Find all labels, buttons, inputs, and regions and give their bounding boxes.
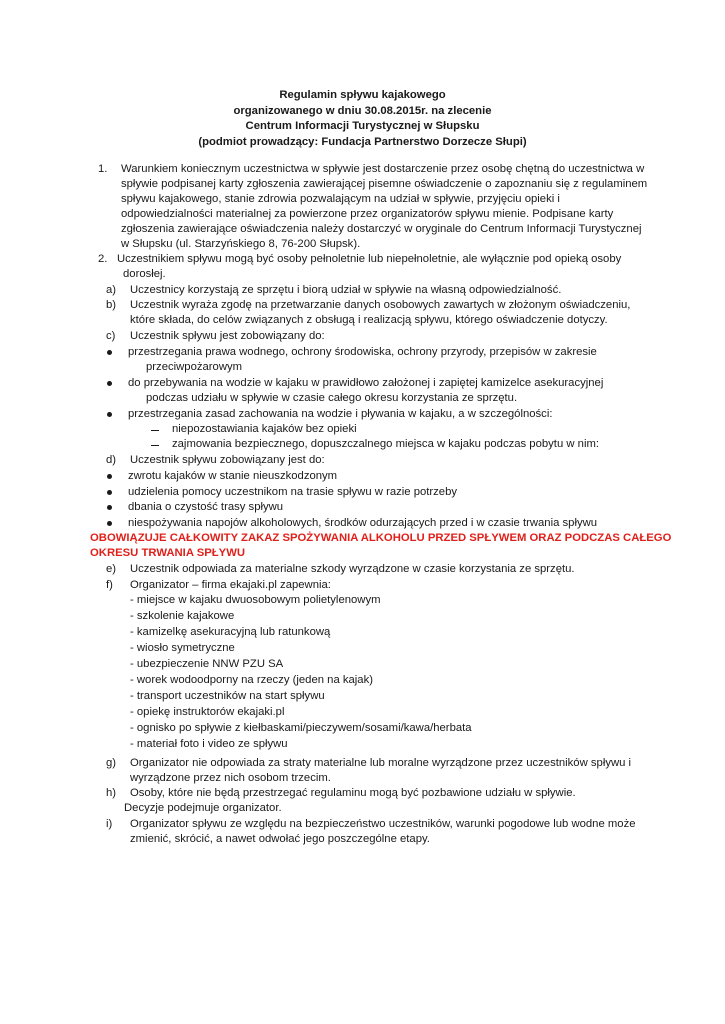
item-h-line: Decyzje podejmuje organizator. [124,802,282,814]
c-bullet-line: przeciwpożarowym [146,361,243,373]
item-b-line: które składa, do celów związanych z obsługą i realizacją spływu, którego oświadczenie dotyczy. [130,314,608,326]
item-f-marker: f) [106,579,113,591]
bullet-icon [107,490,112,495]
d-bullet-line: niespożywania napojów alkoholowych, środków odurzających przed i w czasie trwania spływu [128,517,598,529]
item-g-line: Organizator nie odpowiada za straty materialne lub moralne wyrządzone przez uczestników spływu i [130,757,632,769]
item-2-line: dorosłej. [123,268,166,280]
item-a-marker: a) [106,284,117,296]
item-h-marker: h) [106,787,117,799]
item-e-marker: e) [106,563,117,575]
item-b-marker: b) [106,299,117,311]
bullet-icon [107,474,112,479]
item-d-line: Uczestnik spływu zobowiązany jest do: [130,454,325,466]
dash-icon [151,445,159,446]
item-i-line: Organizator spływu ze względu na bezpieczeństwo uczestników, warunki pogodowe lub wodne może [130,818,636,830]
c-bullet-line: przestrzegania prawa wodnego, ochrony środowiska, ochrony przyrody, przepisów w zakresie [128,346,597,358]
item-2-line: Uczestnikiem spływu mogą być osoby pełnoletnie lub niepełnoletnie, ale wyłącznie pod opieką osoby [117,253,622,265]
c-bullet-line: podczas udziału w spływie w czasie całego okresu korzystania ze sprzętu. [146,392,518,404]
item-1-line: w Słupsku (ul. Starzyńskiego 8, 76-200 Słupsk). [121,238,361,250]
bullet-icon [107,381,112,386]
item-g-line: wyrządzone przez nich osobom trzecim. [130,772,331,784]
f-list-item: - miejsce w kajaku dwuosobowym polietylenowym [130,594,381,606]
title-line-1: Regulamin spływu kajakowego [279,89,446,101]
item-1-line: Warunkiem koniecznym uczestnictwa w spływie jest dostarczenie przez osobę chętną do uczestnictwa w [121,163,645,175]
f-list-item: - opiekę instruktorów ekajaki.pl [130,706,285,718]
item-c-line: Uczestnik spływu jest zobowiązany do: [130,330,325,342]
title-line-2: organizowanego w dniu 30.08.2015r. na zlecenie [233,104,492,117]
bullet-icon [107,412,112,417]
f-list-item: - worek wodoodporny na rzeczy (jeden na kajak) [130,674,374,686]
d-bullet-line: udzielenia pomocy uczestnikom na trasie spływu w razie potrzeby [128,486,458,498]
f-list-item: - wiosło symetryczne [130,642,235,654]
bullet-icon [107,350,112,355]
bullet-icon [107,505,112,510]
f-list-item: - szkolenie kajakowe [130,610,235,622]
item-a-line: Uczestnicy korzystają ze sprzętu i biorą udział w spływie na własną odpowiedzialność. [130,284,562,296]
dash-icon [151,430,159,431]
item-i-marker: i) [106,818,113,830]
item-1-line: spływu kajakowego, stanie zdrowia pozwalającym na udział w spływie, przyjęciu opieki i [121,193,560,205]
item-e-line: Uczestnik odpowiada za materialne szkody wyrządzone w czasie korzystania ze sprzętu. [130,563,575,575]
item-d-marker: d) [106,454,117,466]
item-1-line: zgłoszenia zawierające oświadczenia należy dostarczyć w oryginale do Centrum Informacji Turystycznej [121,223,642,235]
item-g-marker: g) [106,757,117,769]
title-line-3: Centrum Informacji Turystycznej w Słupsku [245,120,480,132]
item-b-line: Uczestnik wyraża zgodę na przetwarzanie danych osobowych zawartych w złożonym oświadczeniu, [130,299,631,311]
alcohol-warning-line: OBOWIĄZUJE CAŁKOWITY ZAKAZ SPOŻYWANIA ALKOHOLU PRZED SPŁYWEM ORAZ PODCZAS CAŁEGO [90,532,672,544]
item-1-line: odpowiedzialności materialnej za powierzone przez organizatorów spływu mienie. Podpisane karty [121,208,614,220]
item-1-marker: 1. [98,163,108,175]
title-line-4: (podmiot prowadzący: Fundacja Partnerstwo Dorzecze Słupi) [198,135,527,148]
f-list-item: - materiał foto i video ze spływu [130,738,288,750]
f-list-item: - kamizelkę asekuracyjną lub ratunkową [130,626,331,638]
item-c-marker: c) [106,330,116,342]
item-i-line: zmienić, skrócić, a nawet odwołać jego poszczególne etapy. [130,833,430,845]
d-bullet-line: dbania o czystość trasy spływu [128,501,284,513]
c-bullet-line: do przebywania na wodzie w kajaku w prawidłowo założonej i zapiętej kamizelce asekuracyjnej [128,377,604,389]
c-dash-line: zajmowania bezpiecznego, dopuszczalnego miejsca w kajaku podczas pobytu w nim: [172,438,600,450]
f-list-item: - ubezpieczenie NNW PZU SA [130,658,284,670]
c-bullet-line: przestrzegania zasad zachowania na wodzie i pływania w kajaku, a w szczególności: [128,408,553,420]
d-bullet-line: zwrotu kajaków w stanie nieuszkodzonym [128,470,338,482]
item-1-line: spływie podpisanej karty zgłoszenia zawierającej pisemne oświadczenie o zapoznaniu się z regulaminem [121,178,648,190]
item-h-line: Osoby, które nie będą przestrzegać regulaminu mogą być pozbawione udziału w spływie. [130,787,576,799]
document-title [0,88,725,150]
f-list-item: - transport uczestników na start spływu [130,690,325,702]
f-list-item: - ognisko po spływie z kiełbaskami/pieczywem/sosami/kawa/herbata [130,722,472,734]
item-2-marker: 2. [98,253,108,265]
c-dash-line: niepozostawiania kajaków bez opieki [172,423,357,435]
alcohol-warning-line: OKRESU TRWANIA SPŁYWU [90,547,246,559]
item-f-line: Organizator – firma ekajaki.pl zapewnia: [130,579,331,591]
bullet-icon [107,521,112,526]
